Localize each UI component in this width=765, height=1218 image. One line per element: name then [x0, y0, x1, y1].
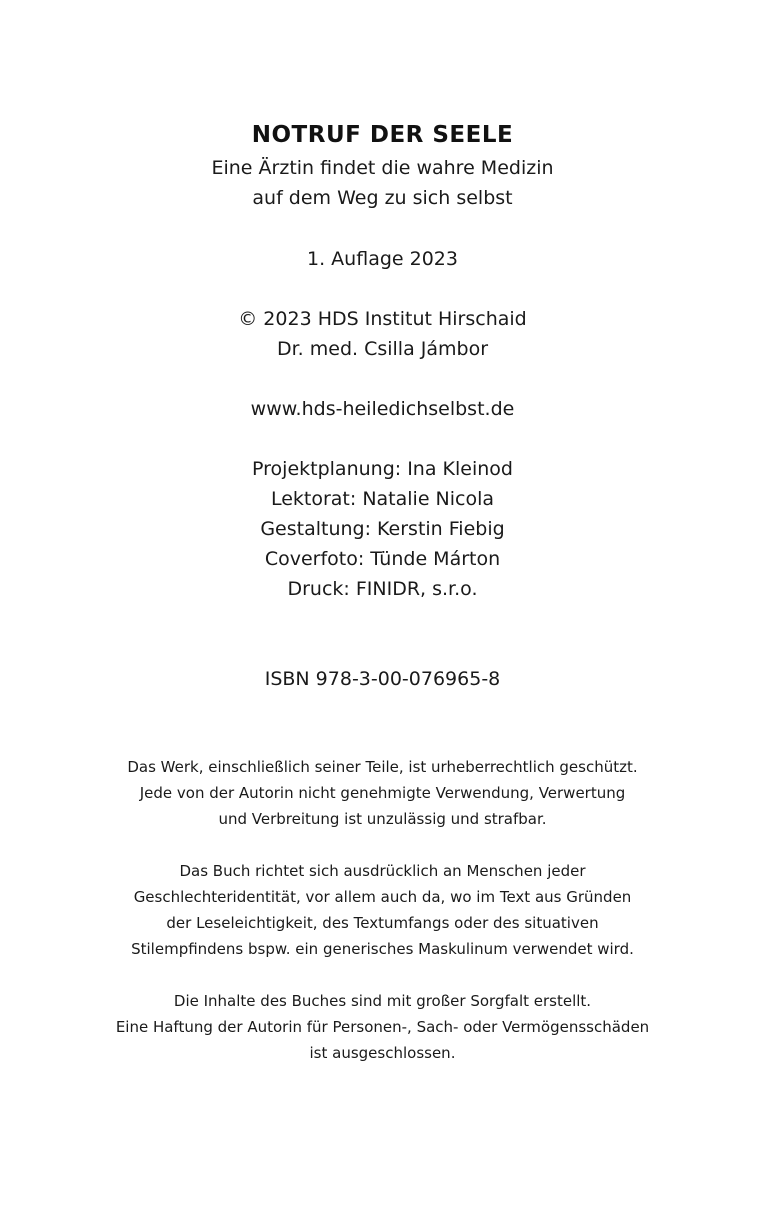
- disclaimer-line-1: Die Inhalte des Buches sind mit großer Sorgfalt erstellt.: [173, 992, 592, 1010]
- legal-copyright-line-2: Jede von der Autorin nicht genehmigte Verwendung, Verwertung: [139, 784, 626, 802]
- legal-copyright-line-3: und Verbreitung ist unzulässig und strafbar.: [218, 810, 547, 828]
- edition-text: 1. Auflage 2023: [307, 248, 458, 270]
- isbn-text: ISBN 978-3-00-076965-8: [264, 668, 501, 690]
- website-text: www.hds-heiledichselbst.de: [250, 398, 515, 420]
- credit-design: Gestaltung: Kerstin Fiebig: [260, 518, 505, 540]
- disclaimer-line-2: Eine Haftung der Autorin für Personen-, Sach- oder Vermögensschäden: [115, 1018, 650, 1036]
- credit-cover-photo: Coverfoto: Tünde Márton: [264, 548, 501, 570]
- subtitle-line-1: Eine Ärztin findet die wahre Medizin: [211, 157, 554, 179]
- credit-printing: Druck: FINIDR, s.r.o.: [287, 578, 478, 600]
- author-line: Dr. med. Csilla Jámbor: [276, 338, 489, 360]
- credit-editing: Lektorat: Natalie Nicola: [270, 488, 495, 510]
- gender-notice-line-4: Stilempfindens bspw. ein generisches Maskulinum verwendet wird.: [131, 940, 634, 958]
- subtitle-line-2: auf dem Weg zu sich selbst: [252, 187, 513, 209]
- copyright-line: © 2023 HDS Institut Hirschaid: [238, 308, 527, 330]
- gender-notice-line-1: Das Buch richtet sich ausdrücklich an Menschen jeder: [179, 862, 586, 880]
- legal-copyright-line-1: Das Werk, einschließlich seiner Teile, ist urheberrechtlich geschützt.: [127, 758, 638, 776]
- gender-notice-line-3: der Leseleichtigkeit, des Textumfangs oder des situativen: [166, 914, 599, 932]
- gender-notice-line-2: Geschlechteridentität, vor allem auch da, wo im Text aus Gründen: [133, 888, 632, 906]
- disclaimer-line-3: ist ausgeschlossen.: [309, 1044, 456, 1062]
- credit-project-planning: Projektplanung: Ina Kleinod: [252, 458, 513, 480]
- book-title: NOTRUF DER SEELE: [251, 122, 514, 148]
